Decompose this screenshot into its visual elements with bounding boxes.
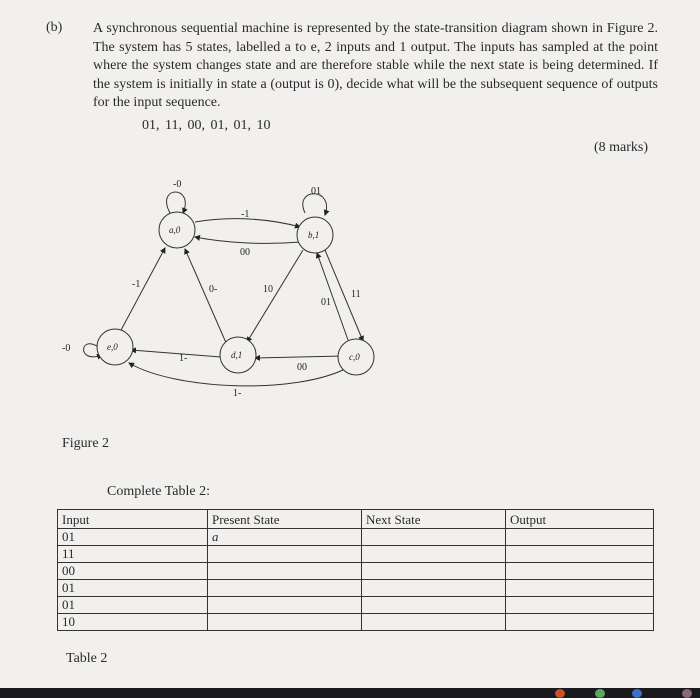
taskbar-app-icon[interactable] [682, 689, 692, 698]
cell-input: 01 [58, 529, 208, 546]
state-d: d,1 [231, 350, 243, 360]
cell-output [506, 529, 654, 546]
state-table [57, 509, 654, 631]
cell-present-state [208, 597, 362, 614]
cell-next-state [362, 529, 506, 546]
header-present-state: Present State [208, 510, 362, 529]
table-row [58, 529, 654, 546]
label-a-a: -0 [173, 179, 182, 190]
table-row [58, 563, 654, 580]
label-c-b: 01 [321, 297, 331, 308]
table-caption: Table 2 [66, 651, 108, 666]
question-label: (b) [46, 20, 63, 35]
taskbar-app-icon[interactable] [632, 689, 642, 698]
cell-present-state [208, 546, 362, 563]
cell-output [506, 614, 654, 631]
figure-caption: Figure 2 [62, 436, 110, 451]
label-b-c: 11 [351, 289, 361, 300]
label-b-b: 01 [311, 186, 321, 197]
cell-next-state [362, 614, 506, 631]
cell-output [506, 580, 654, 597]
taskbar-app-icon[interactable] [595, 689, 605, 698]
cell-output [506, 546, 654, 563]
table-row [58, 580, 654, 597]
cell-output [506, 597, 654, 614]
question-text: A synchronous sequential machine is represented by the state-transition diagram shown in Figure 2. The system has 5 states, labelled a to e, 2 inputs and 1 output. The inputs has sampled at the point where the system changes state and are therefore stable while the next state is being determined. If the system is initially in state a (output is 0), decide what will be the subsequent sequence of outputs for the input sequence. [93, 21, 658, 110]
label-b-a: 00 [240, 247, 250, 258]
cell-output [506, 563, 654, 580]
state-e: e,0 [107, 342, 118, 352]
cell-present-state [208, 614, 362, 631]
state-a: a,0 [169, 225, 181, 235]
cell-input: 01 [58, 597, 208, 614]
cell-next-state [362, 563, 506, 580]
cell-next-state [362, 546, 506, 563]
state-transition-diagram [55, 165, 395, 405]
label-d-e: 1- [179, 353, 188, 364]
label-c-e: 1- [233, 388, 242, 399]
cell-present-state [208, 580, 362, 597]
header-input: Input [58, 510, 208, 529]
table-instruction: Complete Table 2: [107, 484, 210, 499]
label-b-d: 10 [263, 284, 273, 295]
cell-input: 00 [58, 563, 208, 580]
header-output: Output [506, 510, 654, 529]
label-c-d: 00 [297, 362, 307, 373]
cell-next-state [362, 597, 506, 614]
cell-present-state: a [208, 529, 362, 546]
cell-input: 11 [58, 546, 208, 563]
cell-present-state [208, 563, 362, 580]
table-row [58, 614, 654, 631]
label-e-a: -1 [132, 279, 141, 290]
cell-next-state [362, 580, 506, 597]
label-a-b: -1 [241, 209, 250, 220]
label-d-a: 0- [209, 284, 218, 295]
header-next-state: Next State [362, 510, 506, 529]
cell-input: 01 [58, 580, 208, 597]
table-row [58, 546, 654, 563]
state-b: b,1 [308, 230, 320, 240]
cell-input: 10 [58, 614, 208, 631]
label-e-e: -0 [62, 343, 71, 354]
table-row [58, 597, 654, 614]
input-sequence: 01, 11, 00, 01, 01, 10 [142, 118, 271, 133]
marks-label: (8 marks) [594, 140, 649, 155]
state-c: c,0 [349, 352, 360, 362]
taskbar-app-icon[interactable] [555, 689, 565, 698]
table-header-row [58, 510, 654, 529]
